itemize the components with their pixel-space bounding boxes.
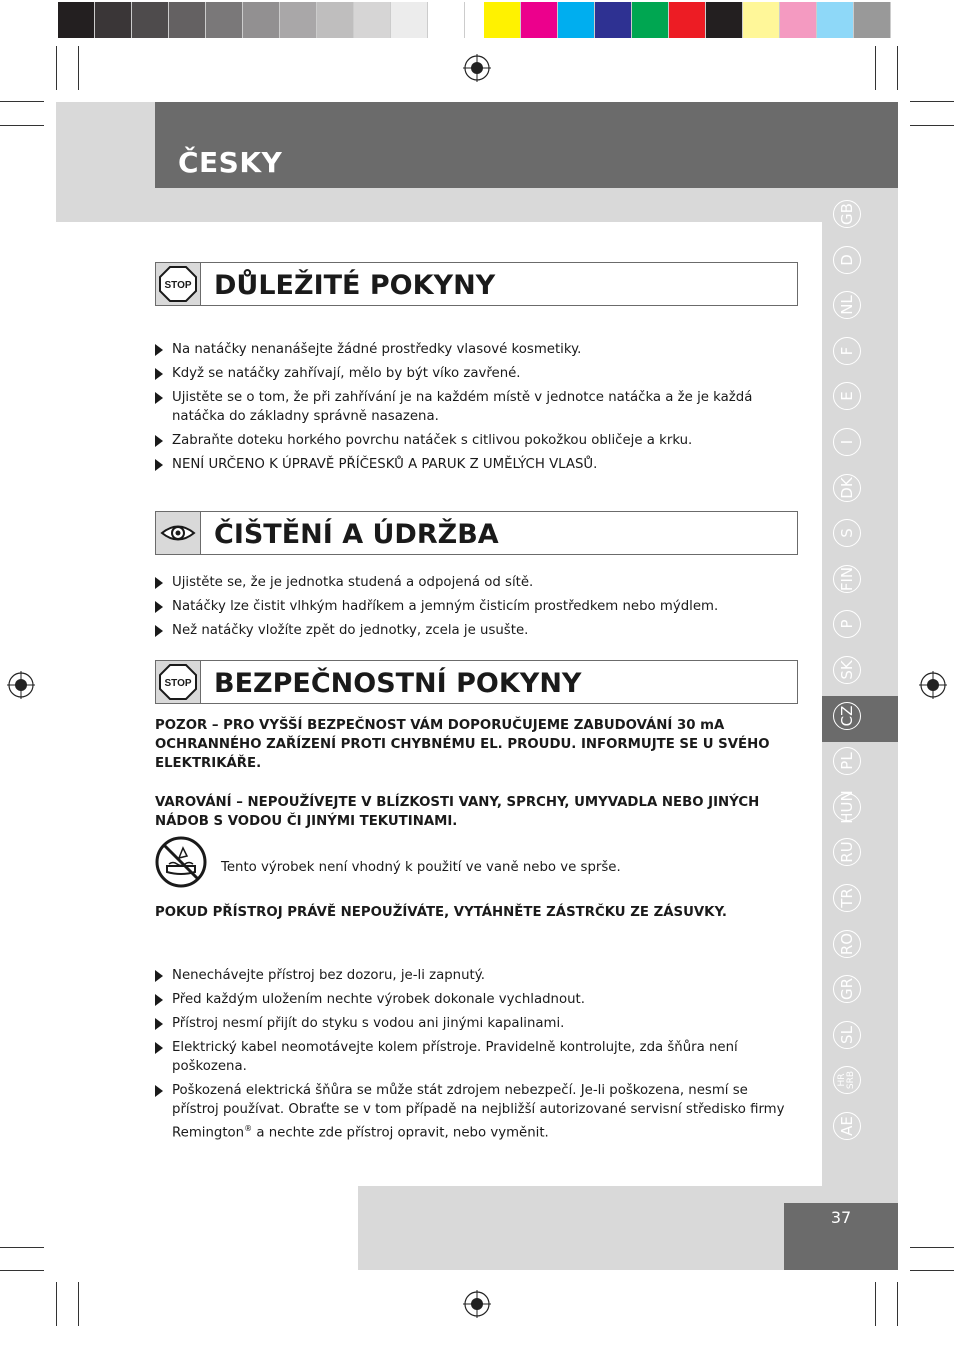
language-tab-sk[interactable] <box>833 656 861 684</box>
bullet-triangle-icon <box>155 368 163 380</box>
bullet-triangle-icon <box>155 1042 163 1054</box>
bullet-triangle-icon <box>155 435 163 447</box>
list-item-text: Přístroj nesmí přijít do styku s vodou ani jinými kapalinami. <box>172 1016 565 1031</box>
crop-mark <box>78 1282 79 1326</box>
color-swatch <box>632 2 669 38</box>
list-item <box>155 1014 795 1033</box>
stop-icon-label: STOP <box>164 678 192 689</box>
list-item <box>155 1038 795 1076</box>
safety-list <box>155 966 795 1081</box>
color-swatch <box>743 2 780 38</box>
language-code: HUN <box>838 790 856 824</box>
color-swatch <box>521 2 558 38</box>
cleaning-list <box>155 573 795 645</box>
color-swatch <box>169 2 206 38</box>
stop-icon <box>156 263 200 305</box>
language-tab-gb[interactable] <box>833 200 861 228</box>
section-title: BEZPEČNOSTNÍ POKYNY <box>214 668 582 699</box>
list-item-text: Když se natáčky zahřívají, mělo by být víko zavřené. <box>172 366 521 381</box>
list-item <box>155 455 795 474</box>
crop-mark <box>0 1270 44 1271</box>
list-item-text: Ujistěte se o tom, že při zahřívání je na každém místě v jednotce natáčka a že je každá natáčka do základny správně nasazena. <box>172 390 753 424</box>
language-code: RO <box>838 932 856 955</box>
gray-swatch-bar <box>58 2 465 38</box>
language-tab-ae[interactable] <box>833 1112 861 1140</box>
section-title: ČIŠTĚNÍ A ÚDRŽBA <box>214 519 499 550</box>
color-swatch <box>317 2 354 38</box>
bullet-triangle-icon <box>155 344 163 356</box>
safety-list-last <box>155 1081 795 1147</box>
crop-mark <box>910 101 954 102</box>
color-swatch <box>595 2 632 38</box>
section-title: DŮLEŽITÉ POKYNY <box>214 270 496 301</box>
crop-mark <box>0 125 44 126</box>
color-swatch <box>391 2 428 38</box>
language-code: SK <box>838 660 856 680</box>
section-cleaning-heading <box>155 511 798 555</box>
language-code: CZ <box>838 705 856 726</box>
crop-mark <box>78 46 79 90</box>
bullet-triangle-icon <box>155 970 163 982</box>
language-code: PL <box>838 752 856 770</box>
bullet-triangle-icon <box>155 577 163 589</box>
registration-mark-icon <box>463 1290 491 1318</box>
color-swatch <box>706 2 743 38</box>
language-tab-fin[interactable] <box>833 565 861 593</box>
list-item <box>155 597 795 616</box>
page-title: ČESKY <box>178 146 283 179</box>
color-swatch <box>854 2 891 38</box>
language-code: GB <box>838 203 856 225</box>
language-tab-s[interactable] <box>833 519 861 547</box>
registered-mark: ® <box>244 1124 253 1133</box>
language-tab-dk[interactable] <box>833 474 861 502</box>
list-item <box>155 364 795 383</box>
language-tab-i[interactable] <box>833 428 861 456</box>
list-item-text: Zabraňte doteku horkého povrchu natáček s citlivou pokožkou obličeje a krku. <box>172 433 693 448</box>
language-tab-pl[interactable] <box>833 747 861 775</box>
language-code: DK <box>838 476 856 499</box>
language-tab-d[interactable] <box>833 246 861 274</box>
bullet-triangle-icon <box>155 1018 163 1030</box>
list-item <box>155 388 795 426</box>
crop-mark <box>897 46 898 90</box>
registration-mark-icon <box>919 671 947 699</box>
language-code: S <box>838 528 856 538</box>
color-swatch <box>354 2 391 38</box>
language-code: E <box>838 391 856 402</box>
list-item-text: Ujistěte se, že je jednotka studená a odpojená od sítě. <box>172 575 534 590</box>
list-item <box>155 1081 795 1142</box>
language-tab-gr[interactable] <box>833 975 861 1003</box>
language-code: GR <box>838 978 856 1001</box>
color-swatch <box>558 2 595 38</box>
list-item-text: Na natáčky nenanášejte žádné prostředky vlasové kosmetiky. <box>172 342 582 357</box>
color-swatch <box>132 2 169 38</box>
crop-mark <box>0 1247 44 1248</box>
language-tab-nl[interactable] <box>833 291 861 319</box>
language-tab-ro[interactable] <box>833 930 861 958</box>
language-code: FIN <box>838 566 856 591</box>
color-swatch <box>780 2 817 38</box>
crop-mark <box>910 1247 954 1248</box>
list-item-text: Elektrický kabel neomotávejte kolem přístroje. Pravidelně kontrolujte, zda šňůra není poškozena. <box>172 1040 738 1074</box>
list-item <box>155 573 795 592</box>
page-number: 37 <box>830 1208 852 1227</box>
crop-mark <box>897 1282 898 1326</box>
list-item <box>155 966 795 985</box>
list-item-text: Nenechávejte přístroj bez dozoru, je-li zapnutý. <box>172 968 485 983</box>
color-swatch <box>58 2 95 38</box>
color-swatch <box>817 2 854 38</box>
warning-water: VAROVÁNÍ – NEPOUŽÍVEJTE V BLÍZKOSTI VANY, SPRCHY, UMYVADLA NEBO JINÝCH NÁDOB S VODOU ČI JINÝMI TEKUTINAMI. <box>155 795 760 829</box>
registration-mark-icon <box>7 671 35 699</box>
list-item-text: Poškozená elektrická šňůra se může stát zdrojem nebezpečí. Je-li poškozena, nesmí se přístroj používat. Obraťte se v tom případě na nejbližší autorizované servisní středisko firmy Remington <box>172 1083 785 1141</box>
language-code: TR <box>838 888 856 908</box>
color-swatch <box>669 2 706 38</box>
language-code: SL <box>838 1025 856 1044</box>
list-item-text: Před každým uložením nechte výrobek dokonale vychladnout. <box>172 992 585 1007</box>
warning-unplug: POKUD PŘÍSTROJ PRÁVĚ NEPOUŽÍVÁTE, VYTÁHNĚTE ZÁSTRČKU ZE ZÁSUVKY. <box>155 905 727 920</box>
eye-icon-box <box>156 512 201 554</box>
list-item <box>155 431 795 450</box>
color-swatch <box>484 2 521 38</box>
language-tab-tr[interactable] <box>833 884 861 912</box>
list-item <box>155 990 795 1009</box>
bullet-triangle-icon <box>155 392 163 404</box>
crop-mark <box>56 46 57 90</box>
no-bath-icon <box>155 836 207 888</box>
stop-icon-label: STOP <box>164 280 192 291</box>
language-tab-cz[interactable] <box>833 702 861 730</box>
language-code: NL <box>838 295 856 315</box>
crop-mark <box>875 1282 876 1326</box>
list-item-text: a nechte zde přístroj opravit, nebo vyměnit. <box>252 1125 549 1141</box>
language-code: RU <box>838 841 856 864</box>
section-important-heading <box>155 262 798 306</box>
color-swatch <box>95 2 132 38</box>
crop-mark <box>910 1270 954 1271</box>
color-swatch <box>206 2 243 38</box>
registration-mark-icon <box>463 54 491 82</box>
language-code: D <box>838 253 856 266</box>
language-tab-sl[interactable] <box>833 1021 861 1049</box>
color-swatch-bar <box>484 2 891 38</box>
bullet-triangle-icon <box>155 601 163 613</box>
bullet-triangle-icon <box>155 994 163 1006</box>
bath-note: Tento výrobek není vhodný k použití ve vaně nebo ve sprše. <box>221 860 621 875</box>
stop-icon-box <box>156 661 201 703</box>
list-item <box>155 340 795 359</box>
crop-mark <box>875 46 876 90</box>
language-code: HR SRB <box>837 1071 856 1090</box>
language-code: F <box>838 346 856 356</box>
eye-icon <box>156 512 200 554</box>
color-swatch <box>280 2 317 38</box>
list-item <box>155 621 795 640</box>
bullet-triangle-icon <box>155 459 163 471</box>
language-code: AE <box>838 1116 856 1136</box>
language-code: P <box>838 619 856 629</box>
language-tab-hun[interactable] <box>833 790 861 824</box>
bullet-triangle-icon <box>155 1085 163 1097</box>
list-item-text: Než natáčky vložíte zpět do jednotky, zcela je usušte. <box>172 623 529 638</box>
section-safety-heading <box>155 660 798 704</box>
color-swatch <box>243 2 280 38</box>
crop-mark <box>0 101 44 102</box>
crop-mark <box>56 1282 57 1326</box>
language-code: I <box>838 439 856 445</box>
bullet-triangle-icon <box>155 625 163 637</box>
list-item-text: Natáčky lze čistit vlhkým hadříkem a jemným čisticím prostředkem nebo mýdlem. <box>172 599 719 614</box>
stop-icon-box <box>156 263 201 305</box>
color-swatch <box>428 2 465 38</box>
crop-mark <box>910 125 954 126</box>
list-item-text: NENÍ URČENO K ÚPRAVĚ PŘÍČESKŮ A PARUK Z UMĚLÝCH VLASŮ. <box>172 457 598 472</box>
warning-rcd: POZOR – PRO VYŠŠÍ BEZPEČNOST VÁM DOPORUČUJEME ZABUDOVÁNÍ 30 mA OCHRANNÉHO ZAŘÍZENÍ PROTI CHYBNÉMU EL. PROUDU. INFORMUJTE SE U SVÉHO ELEKTRIKÁŘE. <box>155 718 770 771</box>
language-tab-f[interactable] <box>833 337 861 365</box>
stop-icon <box>156 661 200 703</box>
important-list <box>155 340 795 479</box>
